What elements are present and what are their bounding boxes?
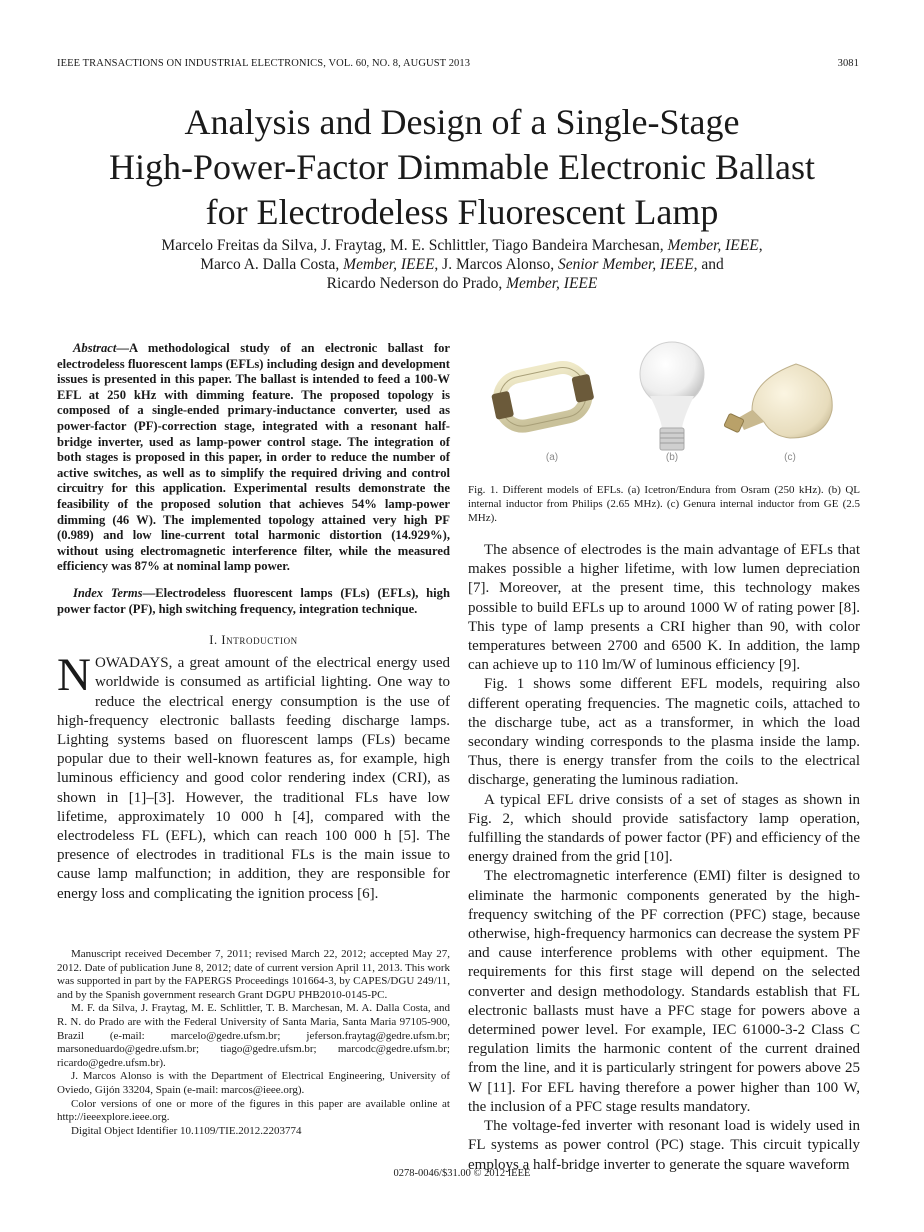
- author-role: Member, IEEE: [343, 256, 435, 273]
- magnetic-coil: [571, 374, 594, 403]
- figure-1-photos: [490, 336, 850, 466]
- footnote: Color versions of one or more of the figures in this paper are available online at http://ieeexplore.ieee.org.: [57, 1097, 450, 1124]
- running-header: [57, 58, 859, 69]
- genura-lamp-image: [724, 364, 832, 463]
- page-number: 3081: [837, 58, 859, 69]
- abstract: [57, 341, 450, 575]
- intro-paragraph: [57, 649, 450, 904]
- reflector-body: [752, 364, 832, 438]
- body-paragraph: The electromagnetic interference (EMI) filter is designed to eliminate the harmonic components generated by the high-frequency switching of the PF correction (PFC) stage, because otherwise, high-frequency harmonics can decrease the system PF and cause interference problems with other equipment. The requirements for this first stage will depend on the selected converter and design methodology. Standards establish that FL electronic ballasts must have a PFC stage for powers above a determined power level. For example, IEC 61000-3-2 Class C regulation limits the harmonic content of the current drained from the line, and it is particularly stringent for powers above 25 W [11]. For EFL having therefore a power higher than 100 W, the inclusion of a PFC stage results mandatory.: [468, 868, 860, 1115]
- intro-text: a great amount of the electrical energy used worldwide is consumed as artificial lighting. One way to reduce the electrical energy consumption is the use of high-frequency electronic ballasts feeding discharge lamps. Lighting systems based on fluorescent lamps (FLs) became popular due to their well-known features as, for example, high luminous efficiency and good color rendering index (CRI), as shown in [1]–[3]. However, the traditional FLs have low lifetime, approximately 10 000 h [4], compared with the electrodeless FL (EFL), which can reach 100 000 h [5]. The presence of electrodes in traditional FLs is the main issue to cause lamp malfunction; in addition, they are responsible for energy loss and complicating the ignition process [6].: [57, 655, 450, 902]
- author-role: Senior Member, IEEE: [558, 256, 694, 273]
- footnote: M. F. da Silva, J. Fraytag, M. E. Schlittler, T. B. Marchesan, M. A. Dalla Costa, and R. N. do Prado are with the Federal University of Santa Maria, Santa Maria 97105-900, Brazil (e-mail: marcelo@gedre.ufsm.br; jeferson.fraytag@gedre.ufsm.br; marsoneduardo@gedre.ufsm.br; tiago@gedre.ufsm.br; marcodc@gedre.ufsm.br; ricardo@gedre.ufsm.br).: [57, 1002, 450, 1069]
- left-column: [57, 341, 450, 904]
- section-heading: I. Introduction: [209, 633, 298, 648]
- title-line: for Electrodeless Fluorescent Lamp: [205, 192, 719, 232]
- figure-sub-label: (c): [784, 452, 796, 463]
- copyright-line: 0278-0046/$31.00 © 2012 IEEE: [393, 1168, 531, 1179]
- author-role: Member, IEEE: [506, 275, 598, 292]
- screw-base: [724, 413, 744, 432]
- authors-line-2b: , J. Marcos Alonso,: [434, 256, 555, 273]
- icetron-lamp-image: [490, 362, 597, 463]
- authors-line-3: Ricardo Nederson do Prado,: [326, 275, 503, 292]
- index-terms-text: —Electrodeless fluorescent lamps (FLs) (EFLs), high power factor (PF), high switching frequency, integration technique.: [57, 585, 450, 616]
- right-column-body: [468, 541, 860, 1175]
- footnote: Manuscript received December 7, 2011; revised March 22, 2012; accepted May 27, 2012. Date of publication June 8, 2012; date of current version April 11, 2013. This work was supported in part by the FAPERGS Proceedings 101664-3, by CAPES/DGU 249/11, and by the Spanish government research Grant DGPU PHB2010-0145-PC.: [57, 948, 450, 1001]
- index-terms-label: Index Terms: [73, 585, 143, 600]
- authors-line-2a: Marco A. Dalla Costa,: [200, 256, 340, 273]
- journal-name: IEEE TRANSACTIONS ON INDUSTRIAL ELECTRONICS, VOL. 60, NO. 8, AUGUST 2013: [57, 58, 471, 69]
- figure-sub-label: (b): [665, 452, 679, 463]
- intro-first-word: OWADAYS,: [94, 655, 173, 672]
- authors-line-1: Marcelo Freitas da Silva, J. Fraytag, M. E. Schlittler, Tiago Bandeira Marchesan,: [161, 237, 664, 254]
- author-list: Marcelo Freitas da Silva, J. Fraytag, M. E. Schlittler, Tiago Bandeira Marchesan, Member, IEEE, Marco A. Dalla Costa, Member, IEEE, J. Marcos Alonso, Senior Member, IEEE, and Ricardo Nederson do Prado, Member, IEEE: [161, 237, 763, 292]
- authors-line-2c: , and: [693, 256, 724, 273]
- bulb-base: [660, 428, 684, 450]
- figure-sub-label: (a): [545, 452, 559, 463]
- abstract-text: —A methodological study of an electronic ballast for electrodeless fluorescent lamps (EFLs) including design and development issues is presented in this paper. The ballast is intended to feed a 100-W EFL at 250 kHz with dimming feature. The proposed topology is composed of a single-ended primary-inductance converter, used as power-factor (PF)-correction stage, integrated with a resonant half-bridge inverter, used as lamp-power control stage. The integration of both stages is proposed in this paper, in order to reduce the number of active switches, as well as to simplify the required driving and control circuitry for this application. Experimental results demonstrate the feasibility of the proposed solution that achieves 54% lamp-power dimming (46 W). The implemented topology attained very high PF (0.989) and low line-current total harmonic distortion (14.929%), without using electromagnetic interference filter, while the measured efficiency was 87% at nominal lamp power.: [57, 341, 450, 574]
- magnetic-coil: [491, 391, 514, 420]
- footnote: Digital Object Identifier 10.1109/TIE.2012.2203774: [71, 1124, 302, 1137]
- body-paragraph: Fig. 1 shows some different EFL models, requiring also different operating frequencies. The magnetic coils, attached to the discharge tube, act as a transformer, in which the load secondary winding corresponds to the plasma inside the lamp. Thus, there is energy transfer from the coils to the electrical discharge, generating the luminous radiation.: [468, 676, 860, 789]
- index-terms: [57, 586, 450, 617]
- title-line: Analysis and Design of a Single-Stage: [184, 102, 740, 142]
- bulb-neck: [650, 396, 694, 428]
- body-paragraph: The absence of electrodes is the main advantage of EFLs that makes possible a higher lifetime, with low lumen depreciation [7]. Moreover, at the present time, this technology makes possible to build EFLs up to around 1000 W of rating power [8]. This type of lamp presents a CRI higher than 90, with color temperatures between 2700 and 6500 K. In addition, the lamp can achieve up to 110 lm/W of luminous efficiency [9].: [468, 542, 860, 674]
- paper-title: [40, 100, 884, 235]
- title-line: High-Power-Factor Dimmable Electronic Ballast: [108, 147, 816, 187]
- footnotes: [57, 948, 450, 1138]
- figure-1-caption: Fig. 1. Different models of EFLs. (a) Icetron/Endura from Osram (250 kHz). (b) QL internal inductor from Philips (2.65 MHz). (c) Genura internal inductor from GE (2.5 MHz).: [468, 484, 860, 524]
- body-paragraph: A typical EFL drive consists of a set of stages as shown in Fig. 2, which should provide satisfactory lamp operation, fulfilling the standards of power factor (PF) and efficiency of the energy drained from the grid [10].: [468, 791, 860, 866]
- ql-lamp-image: [640, 342, 704, 463]
- drop-cap: N: [57, 649, 91, 702]
- footnote: J. Marcos Alonso is with the Department of Electrical Engineering, University of Oviedo, Gijón 33204, Spain (e-mail: marcos@ieee.org).: [57, 1070, 450, 1096]
- body-paragraph: The voltage-fed inverter with resonant load is widely used in FL systems as power control (PC) stage. This circuit typically employs a half-bridge inverter to generate the square waveform: [468, 1118, 860, 1173]
- abstract-label: Abstract: [73, 341, 117, 355]
- author-role: Member, IEEE: [667, 237, 759, 254]
